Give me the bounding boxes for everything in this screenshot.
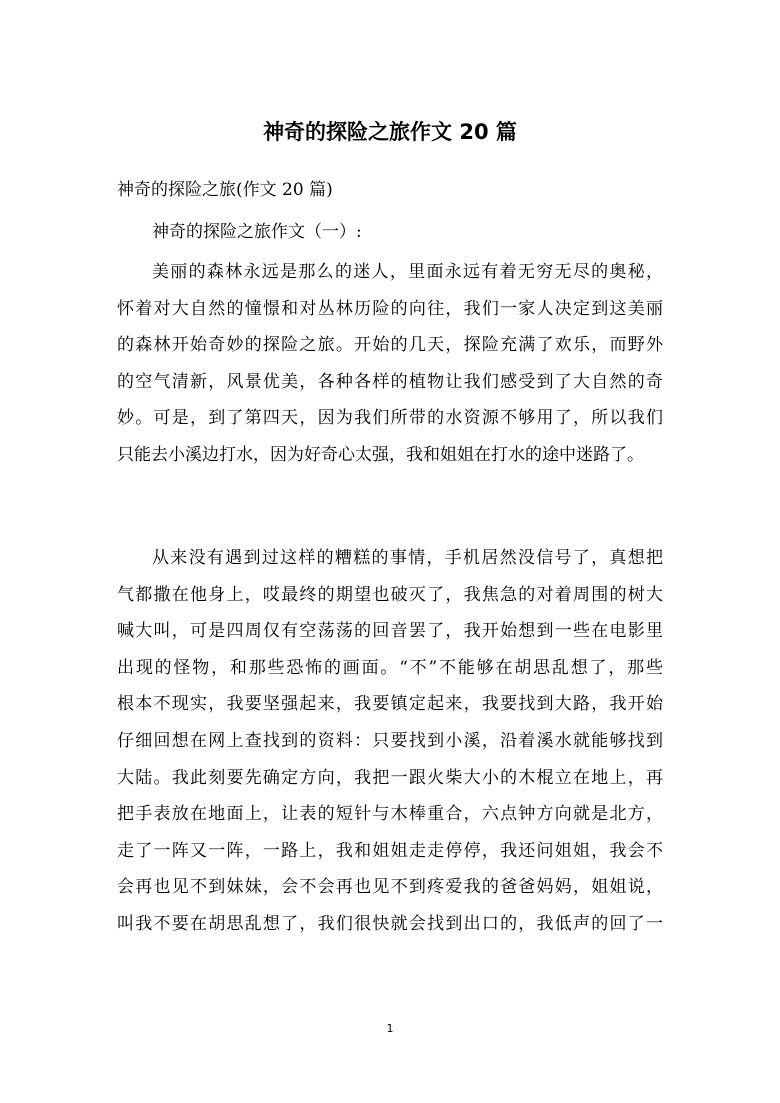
paragraph-line: 根本不现实，我要坚强起来，我要镇定起来，我要找到大路，我开始 <box>117 694 663 715</box>
paragraph-line: 出现的怪物，和那些恐怖的画面。“不”不能够在胡思乱想了，那些 <box>117 657 663 678</box>
document-subtitle: 神奇的探险之旅(作文 20 篇) <box>117 180 333 200</box>
paragraph-line: 叫我不要在胡思乱想了，我们很快就会找到出口的，我低声的回了一 <box>117 913 663 934</box>
paragraph-line: 仔细回想在网上查找到的资料：只要找到小溪，沿着溪水就能够找到 <box>117 730 663 751</box>
document-title: 神奇的探险之旅作文 20 篇 <box>263 120 517 144</box>
paragraph-line: 气都撒在他身上，哎最终的期望也破灭了，我焦急的对着周围的树大 <box>117 584 663 605</box>
paragraph-line: 大陆。我此刻要先确定方向，我把一跟火柴大小的木棍立在地上，再 <box>117 767 663 788</box>
paragraph-2 <box>117 540 663 943</box>
paragraph-line: 的空气清新，风景优美，各种各样的植物让我们感受到了大自然的奇 <box>117 371 663 392</box>
paragraph-line: 喊大叫，可是四周仅有空荡荡的回音罢了，我开始想到一些在电影里 <box>117 621 663 642</box>
paragraph-line: 只能去小溪边打水，因为好奇心太强，我和姐姐在打水的途中迷路了。 <box>117 444 644 465</box>
chapter-heading: 神奇的探险之旅作文（一）: <box>152 222 362 242</box>
page-number: 1 <box>386 1022 394 1035</box>
paragraph-1 <box>117 254 663 474</box>
paragraph-line: 美丽的森林永远是那么的迷人，里面永远有着无穷无尽的奥秘， <box>152 262 663 282</box>
paragraph-line: 走了一阵又一阵，一路上，我和姐姐走走停停，我还问姐姐，我会不 <box>117 840 663 861</box>
paragraph-line: 会再也见不到妹妹，会不会再也见不到疼爱我的爸爸妈妈，姐姐说， <box>117 877 663 898</box>
paragraph-line: 从来没有遇到过这样的糟糕的事情，手机居然没信号了，真想把 <box>152 548 663 568</box>
paragraph-line: 怀着对大自然的憧憬和对丛林历险的向往，我们一家人决定到这美丽 <box>117 298 663 319</box>
paragraph-line: 的森林开始奇妙的探险之旅。开始的几天，探险充满了欢乐，而野外 <box>117 335 663 356</box>
paragraph-line: 妙。可是，到了第四天，因为我们所带的水资源不够用了，所以我们 <box>117 408 663 429</box>
paragraph-line: 把手表放在地面上，让表的短针与木棒重合，六点钟方向就是北方， <box>117 804 663 825</box>
